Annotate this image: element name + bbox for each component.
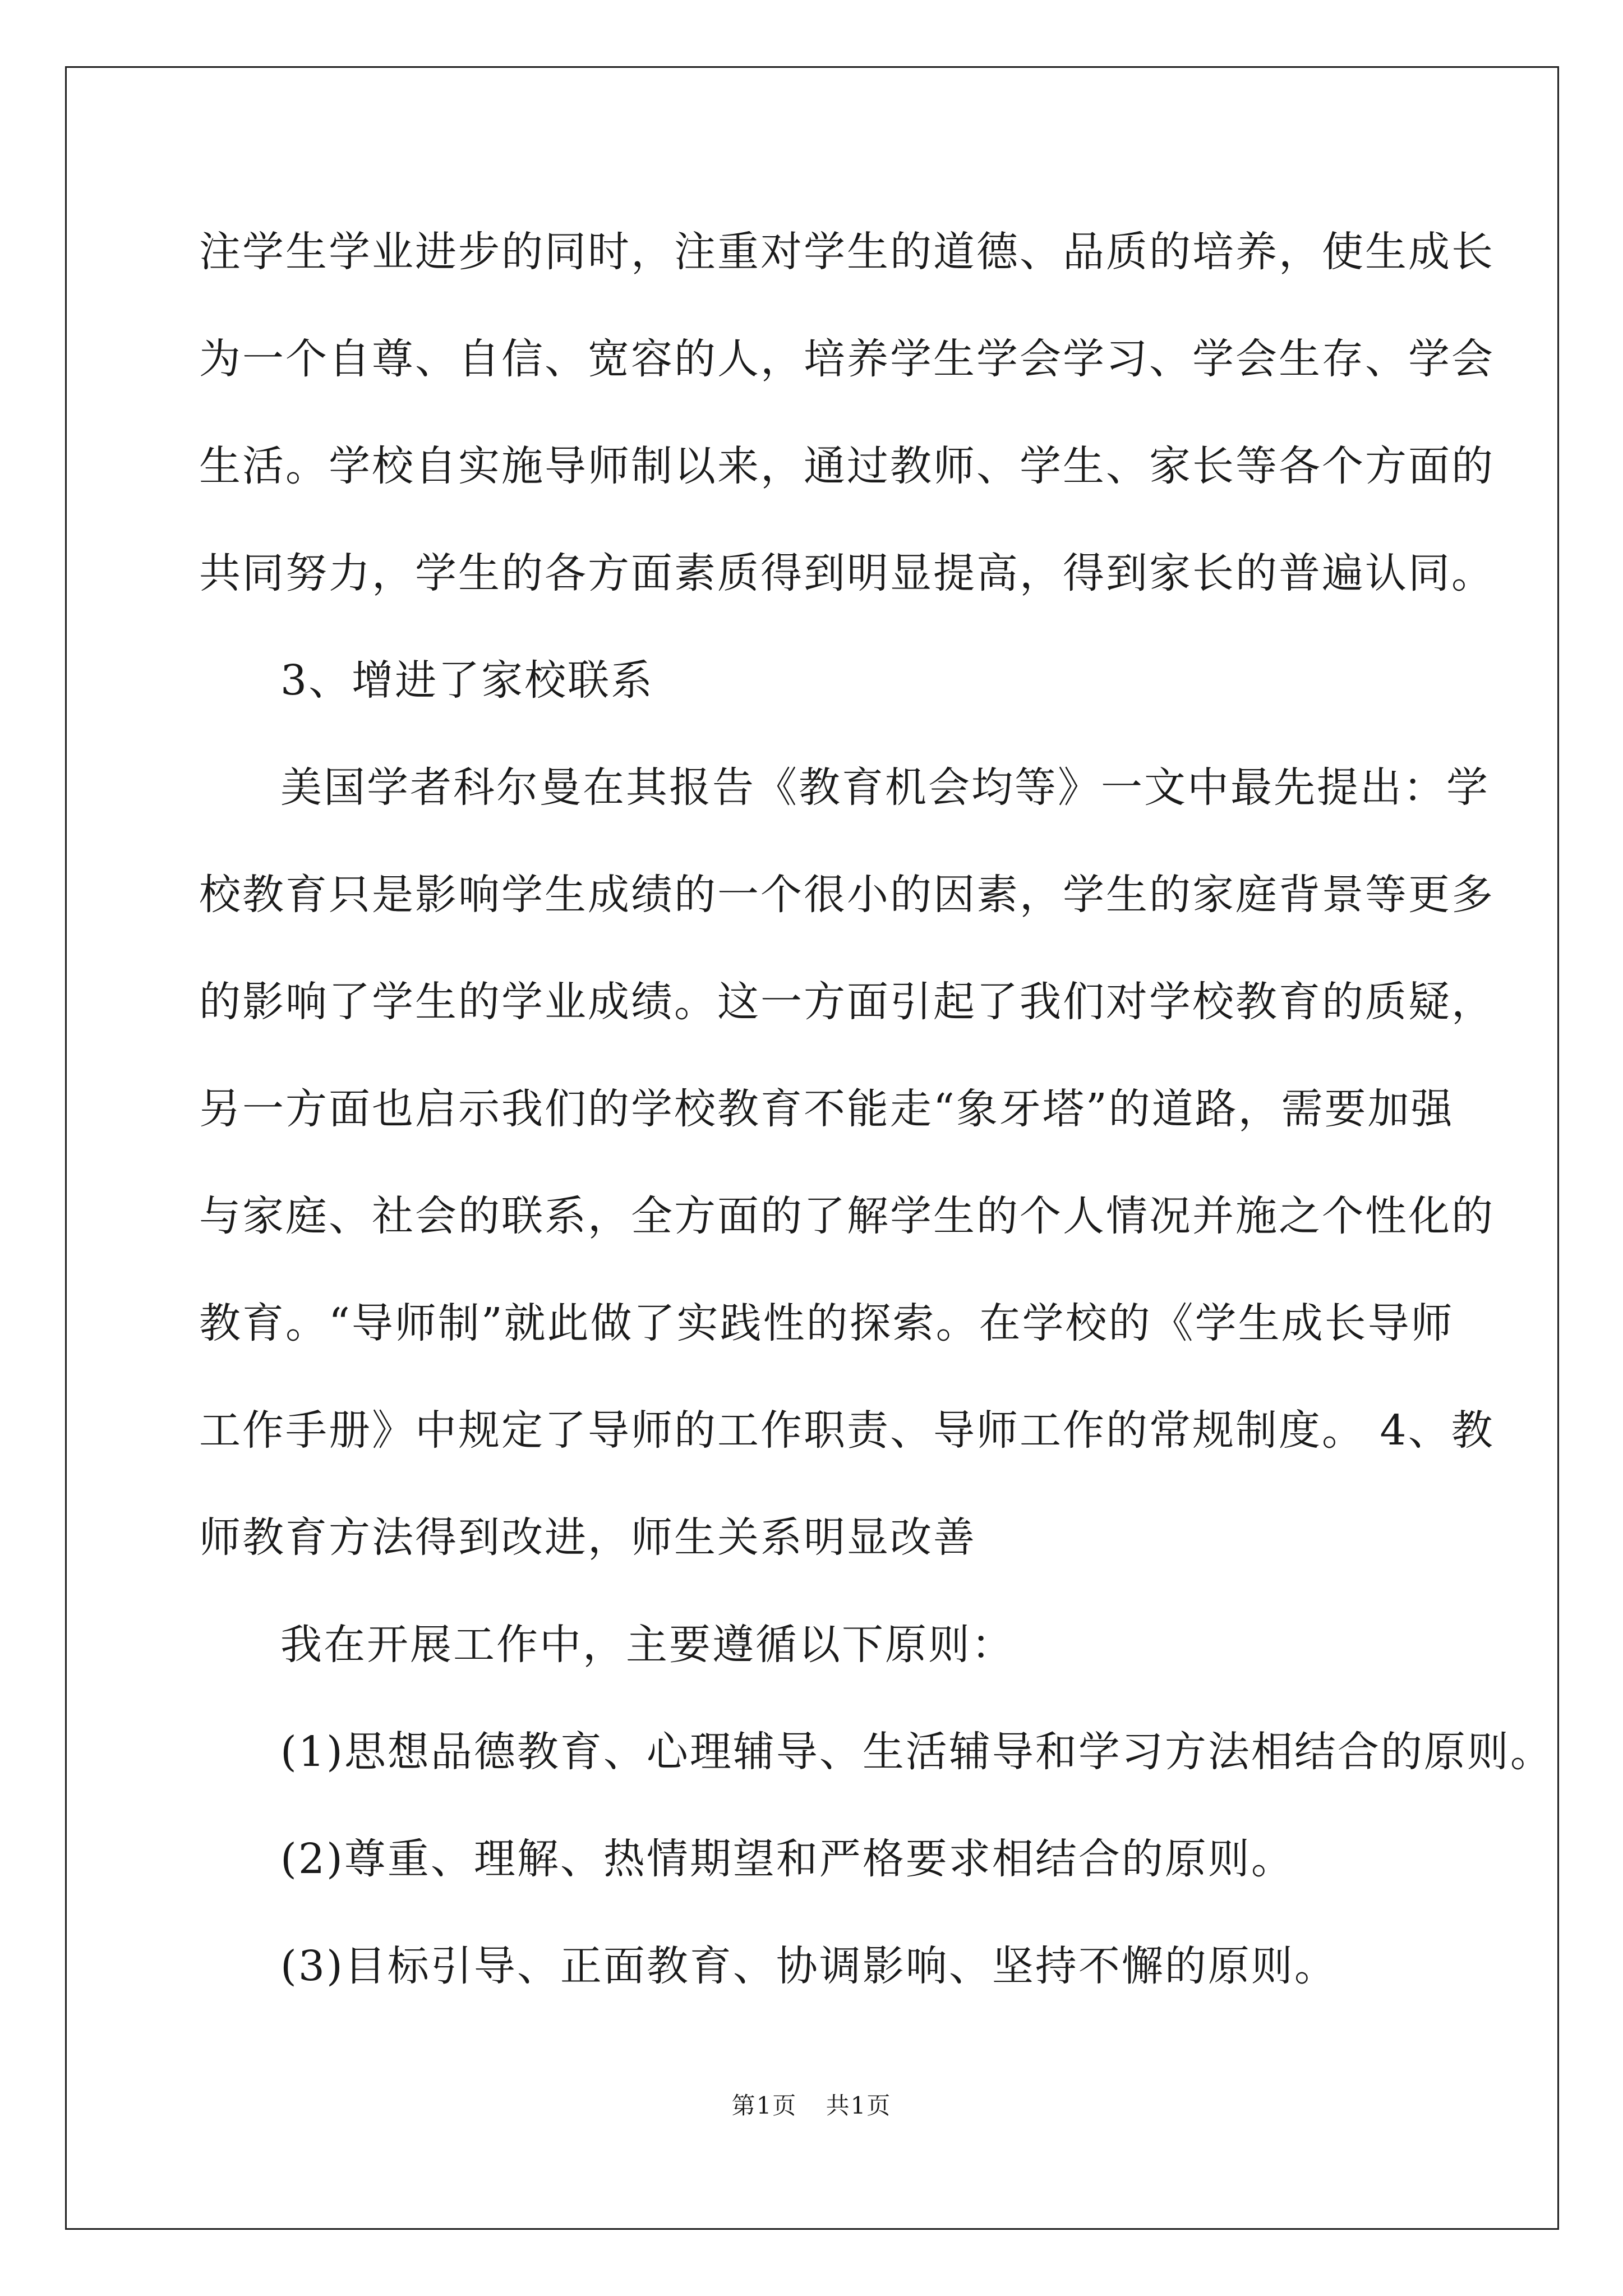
paragraph-line: 注学生学业进步的同时，注重对学生的道德、品质的培养，使生成长 — [199, 228, 1495, 276]
paragraph-line: 我在开展工作中，主要遵循以下原则： — [280, 1621, 1015, 1669]
section-heading: 3、增进了家校联系 — [280, 656, 654, 705]
page-total: 共1页 — [826, 2092, 892, 2119]
paragraph-line: 另一方面也启示我们的学校教育不能走“象牙塔”的道路，需要加强 — [199, 1085, 1454, 1133]
paragraph-line: 美国学者科尔曼在其报告《教育机会均等》一文中最先提出：学 — [280, 763, 1490, 812]
paragraph-line: 生活。学校自实施导师制以来，通过教师、学生、家长等各个方面的 — [199, 442, 1495, 490]
paragraph-line: 教育。“导师制”就此做了实践性的探索。在学校的《学生成长导师 — [199, 1299, 1454, 1347]
page-number: 第1页 — [731, 2092, 797, 2119]
paragraph-line: 为一个自尊、自信、宽容的人，培养学生学会学习、学会生存、学会 — [199, 335, 1495, 383]
principle-item: (2)尊重、理解、热情期望和严格要求相结合的原则。 — [280, 1835, 1294, 1883]
paragraph-line: 工作手册》中规定了导师的工作职责、导师工作的常规制度。 4、教 — [199, 1406, 1495, 1455]
principle-item: (1)思想品德教育、心理辅导、生活辅导和学习方法相结合的原则。 — [280, 1728, 1553, 1776]
page-footer — [0, 2089, 1623, 2123]
paragraph-line: 与家庭、社会的联系，全方面的了解学生的个人情况并施之个性化的 — [199, 1192, 1495, 1240]
paragraph-line: 师教育方法得到改进，师生关系明显改善 — [199, 1513, 976, 1562]
paragraph-line: 共同努力，学生的各方面素质得到明显提高，得到家长的普遍认同。 — [199, 549, 1495, 597]
paragraph-line: 的影响了学生的学业成绩。这一方面引起了我们对学校教育的质疑， — [199, 978, 1495, 1026]
paragraph-line: 校教育只是影响学生成绩的一个很小的因素，学生的家庭背景等更多 — [199, 871, 1495, 919]
principle-item: (3)目标引导、正面教育、协调影响、坚持不懈的原则。 — [280, 1942, 1338, 1990]
